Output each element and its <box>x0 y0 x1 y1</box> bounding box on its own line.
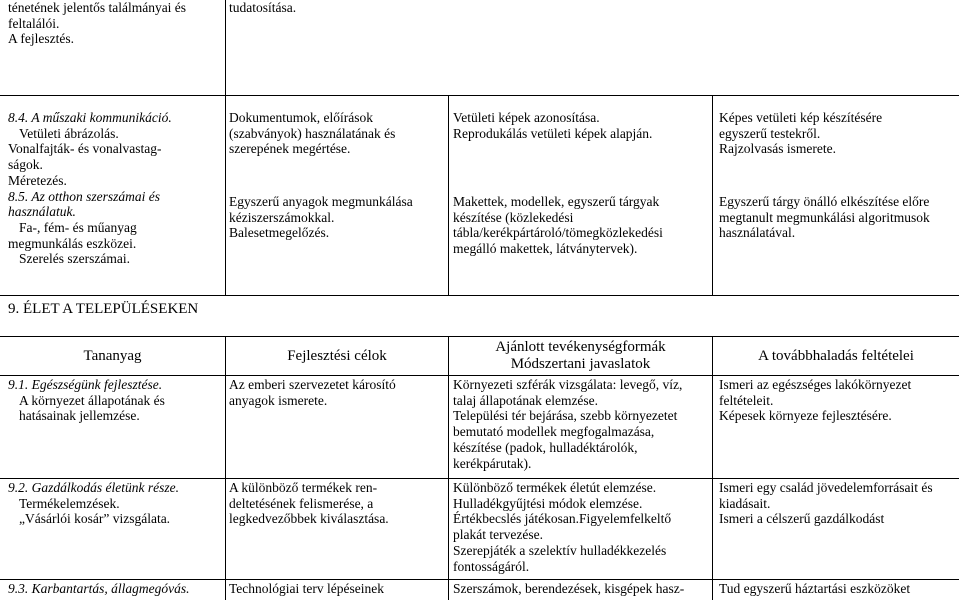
text-line: talaj állapotának elemzése. <box>453 392 599 408</box>
text-line: A környezet állapotának és <box>19 392 165 408</box>
text-line: megálló makettek, látványtervek). <box>453 241 638 257</box>
text-line: Képesek környeze fejlesztésére. <box>719 408 892 424</box>
grid-line <box>225 0 226 296</box>
grid-line <box>448 95 449 296</box>
text-line: Reprodukálás vetületi képek alapján. <box>453 125 653 141</box>
text-line: „Vásárlói kosár” vizsgálata. <box>19 511 171 527</box>
grid-line <box>225 336 226 600</box>
text-line: Különböző termékek életút elemzése. <box>453 480 657 495</box>
grid-line <box>448 336 449 600</box>
grid-line <box>0 375 959 376</box>
text-line: feltalálói. <box>8 15 60 31</box>
text-line: feltételeit. <box>719 392 774 408</box>
bottom-row2-col1 <box>8 480 179 527</box>
top-row2-col4-a <box>719 110 882 157</box>
header-line: Módszertani javaslatok <box>510 356 651 372</box>
text-line: Egyszerű tárgy önálló elkészítése előre <box>719 194 930 209</box>
text-line: fontosságáról. <box>453 558 530 574</box>
header-tovabbhaladas-feltetelei: A továbbhaladás feltételei <box>758 348 914 364</box>
text-line: (szabványok) használatának és <box>229 125 396 141</box>
grid-line <box>0 478 959 479</box>
grid-line <box>0 336 959 337</box>
text-line: Ismeri a célszerű gazdálkodást <box>719 511 885 527</box>
bottom-row1-col1 <box>8 377 165 424</box>
grid-line <box>712 95 713 296</box>
top-row2-col2-a <box>229 110 395 157</box>
text-line: ságok. <box>8 157 43 173</box>
text-line: Az emberi szervezetet károsító <box>229 377 396 392</box>
text-line: kerékpárutak). <box>453 455 532 471</box>
text-line: Dokumentumok, előírások <box>229 110 373 125</box>
text-line: Vonalfajták- és vonalvastag- <box>8 141 162 157</box>
topic-heading: 8.5. Az otthon szerszámai és <box>8 188 161 204</box>
bottom-row2-col2 <box>229 480 389 527</box>
top-row1-col2 <box>229 0 296 16</box>
text-line: megtanult megmunkálási algoritmusok <box>719 209 930 225</box>
top-row2-col3-a <box>453 110 652 141</box>
topic-heading: használatuk. <box>8 204 76 220</box>
text-line: Méretezés. <box>8 172 67 188</box>
grid-line <box>0 295 959 296</box>
text-line: ténetének jelentős találmányai és <box>8 0 187 15</box>
text-line: Makettek, modellek, egyszerű tárgyak <box>453 194 660 209</box>
text-line: A fejlesztés. <box>8 31 74 47</box>
text-line: megmunkálás eszközei. <box>8 235 137 251</box>
bottom-row3-col3: Szerszámok, berendezések, kisgépek hasz- <box>453 581 685 596</box>
bottom-row1-col2 <box>229 377 396 408</box>
top-row2-col3-b <box>453 194 663 257</box>
grid-line <box>0 579 959 580</box>
text-line: Rajzolvasás ismerete. <box>719 141 836 157</box>
text-line: Értékbecslés játékosan.Figyelemfelkeltő <box>453 511 672 527</box>
bottom-row3-col2: Technológiai terv lépéseinek <box>229 581 384 596</box>
top-row1-col1 <box>8 0 186 47</box>
text-line: hatásainak jellemzése. <box>19 408 140 424</box>
text-line: Egyszerű anyagok megmunkálása <box>229 194 413 209</box>
header-fejlesztesi-celok: Fejlesztési célok <box>287 348 387 364</box>
text-line: Környezeti szférák vizsgálata: levegő, víz, <box>453 377 683 392</box>
text-line: legkedvezőbbek kiválasztása. <box>229 511 389 527</box>
bottom-row3-col1: 9.3. Karbantartás, állagmegóvás. <box>8 581 190 596</box>
text-line: anyagok ismerete. <box>229 392 328 408</box>
text-line: bemutató modellek megfogalmazása, <box>453 424 655 440</box>
bottom-row2-col4 <box>719 480 933 527</box>
text-line: használatával. <box>719 225 796 241</box>
text-line: Ismeri egy család jövedelemforrásait és <box>719 480 933 495</box>
text-line: egyszerű testekről. <box>719 125 821 141</box>
text-line: Települési tér bejárása, szebb környezetet <box>453 408 678 424</box>
text-line: kéziszerszámokkal. <box>229 209 335 225</box>
text-line: Szerepjáték a szelektív hulladékkezelés <box>453 542 667 558</box>
text-line: Termékelemzések. <box>19 495 120 511</box>
text-line: Ismeri az egészséges lakókörnyezet <box>719 377 912 392</box>
text-line: kiadásait. <box>719 495 771 511</box>
text-line: A különböző termékek ren- <box>229 480 378 495</box>
text-line: Vetületi ábrázolás. <box>19 125 119 141</box>
topic-heading: 9.1. Egészségünk fejlesztése. <box>8 377 163 392</box>
topic-heading: 8.4. A műszaki kommunikáció. <box>8 110 172 125</box>
section-title: 9. ÉLET A TELEPÜLÉSEKEN <box>8 301 199 317</box>
bottom-row1-col4 <box>719 377 911 424</box>
text-line: Képes vetületi kép készítésére <box>719 110 883 125</box>
grid-line <box>712 336 713 600</box>
text-line: deltetésének felismerése, a <box>229 495 374 511</box>
text-line: Vetületi képek azonosítása. <box>453 110 600 125</box>
header-ajanlott-tevekenysegformak <box>449 339 712 373</box>
header-line: Ajánlott tevékenységformák <box>495 339 666 355</box>
bottom-row3-col4: Tud egyszerű háztartási eszközöket <box>719 581 911 596</box>
text-line: Fa-, fém- és műanyag <box>19 219 137 235</box>
text-line: Balesetmegelőzés. <box>229 225 330 241</box>
bottom-row2-col3 <box>453 480 671 574</box>
top-row2-col2-b <box>229 194 413 241</box>
text-line: Hulladékgyűjtési módok elemzése. <box>453 495 643 511</box>
text-line: plakát tervezése. <box>453 527 543 543</box>
bottom-row1-col3 <box>453 377 682 471</box>
topic-heading: 9.2. Gazdálkodás életünk része. <box>8 480 179 495</box>
text-line: Szerelés szerszámai. <box>19 251 130 267</box>
text-line: szerepének megértése. <box>229 141 351 157</box>
grid-line <box>0 95 959 96</box>
top-row2-col4-b <box>719 194 930 241</box>
text-line: tudatosítása. <box>229 0 297 15</box>
text-line: készítése (padok, hulladéktárolók, <box>453 439 638 455</box>
header-tananyag: Tananyag <box>83 348 142 364</box>
text-line: tábla/kerékpártároló/tömegközlekedési <box>453 225 663 241</box>
top-row2-col1 <box>8 110 172 267</box>
text-line: készítése (közlekedési <box>453 209 574 225</box>
